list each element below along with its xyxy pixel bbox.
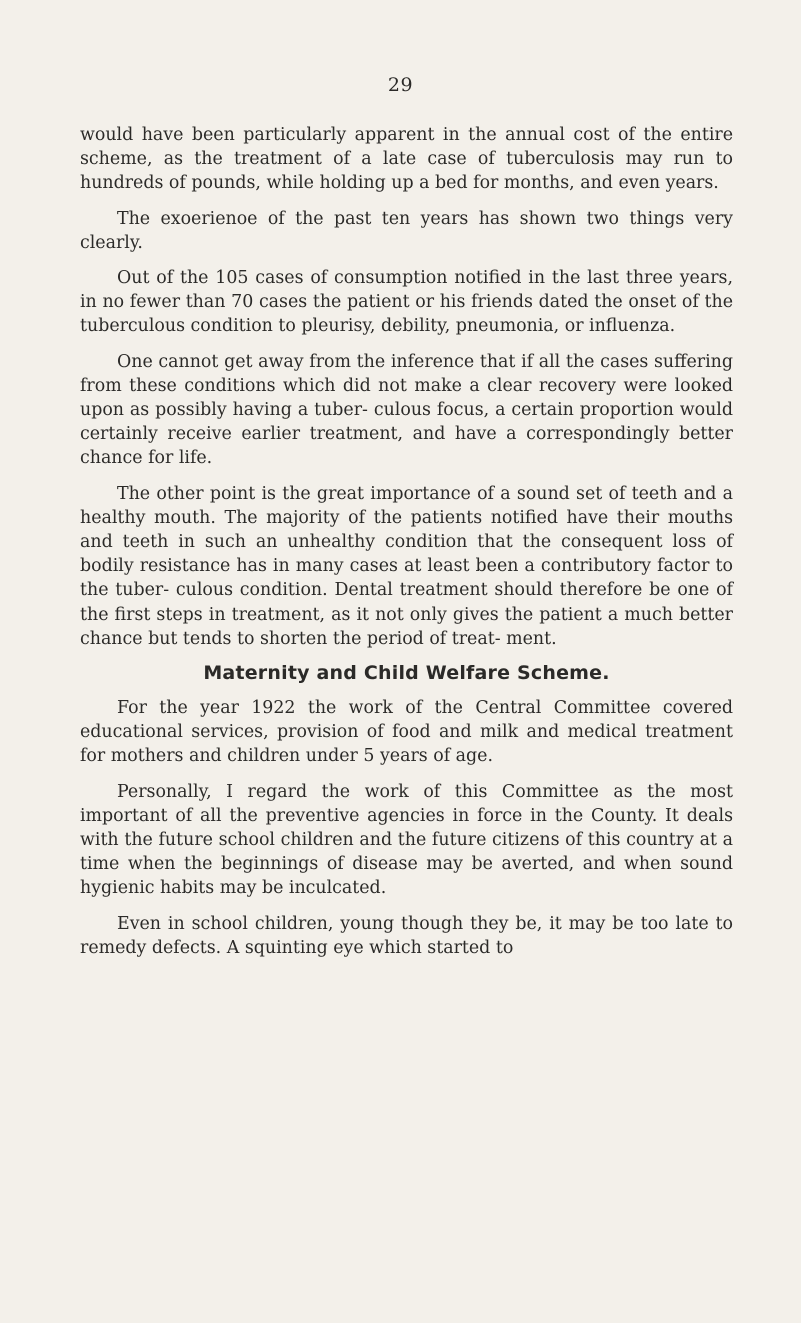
paragraph-year-1922: For the year 1922 the work of the Central Committee covered educational services, provision of food and milk and medical treatment for mothers and children under 5 years of age. <box>80 698 733 767</box>
paragraph-committee: Personally, I regard the work of this Committee as the most important of all the preventive agencies in force in the County. It deals with the future school children and the future citizens of this country at a time when the beginnings of disease may be averted, and when sound hygienic habits may be inculcated. <box>80 781 733 899</box>
paragraph-consumption-cases: Out of the 105 cases of consumption notified in the last three years, in no fewer than 70 cases the patient or his friends dated the onset of the tuberculous condition to pleurisy, debility, pneumonia, or influenza. <box>80 268 733 337</box>
paragraph-teeth: The other point is the great importance of a sound set of teeth and a healthy mouth. The majority of the patients notified have their mouths and teeth in such an unhealthy condition that the consequent loss of bodily resistance has in many cases at least been a contributory factor to the tuber- culous condition. Dental treatment should therefore be one of the first steps in treatment, as it not only gives the patient a much better chance but tends to shorten the period of treat- ment. <box>80 483 733 649</box>
paragraph-experience: The exoerienoe of the past ten years has shown two things very clearly. <box>80 208 733 253</box>
paragraph-school-children: Even in school children, young though they be, it may be too late to remedy defects. A squinting eye which started to <box>80 913 733 958</box>
paragraph-inference: One cannot get away from the inference that if all the cases suffering from these conditions which did not make a clear recovery were looked upon as possibly having a tuber- culous focus, a certain proportion would certainly receive earlier treatment, and have a correspondingly better chance for life. <box>80 351 733 469</box>
page-body <box>80 123 733 971</box>
paragraph-continuation: would have been particularly apparent in the annual cost of the entire scheme, as the treatment of a late case of tuberculosis may run to hundreds of pounds, while holding up a bed for months, and even years. <box>80 125 733 194</box>
page-number: 29 <box>387 74 414 96</box>
section-heading: Maternity and Child Welfare Scheme. <box>203 662 610 685</box>
